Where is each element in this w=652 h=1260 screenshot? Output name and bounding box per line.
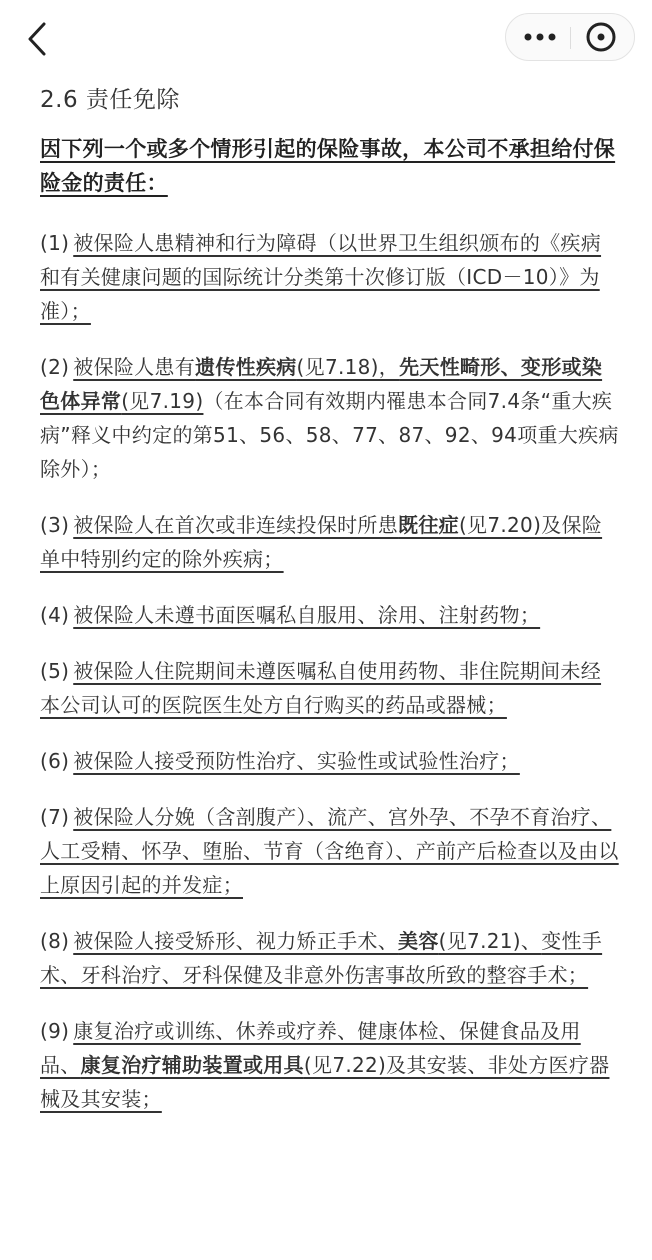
exclusion-clause <box>40 924 620 992</box>
clause-text: (见7.22)及其安装、非处方医疗器械及其安装； <box>40 1053 610 1111</box>
clause-number: (2) <box>40 355 70 379</box>
clause-number: (9) <box>40 1019 70 1043</box>
more-button[interactable] <box>506 14 570 60</box>
more-dots-icon <box>506 14 570 60</box>
clause-text: 被保险人接受矫形、视力矫正手术、 <box>73 929 399 953</box>
clause-text: 被保险人接受预防性治疗、实验性或试验性治疗； <box>73 749 520 773</box>
clause-text: 被保险人分娩（含剖腹产）、流产、宫外孕、不孕不育治疗、人工受精、怀孕、堕胎、节育（含绝育）、产前产后检查以及由以上原因引起的并发症； <box>40 805 619 897</box>
clause-text: 被保险人在首次或非连续投保时所患 <box>73 513 399 537</box>
clause-text: (见7.18)， <box>296 355 400 379</box>
clause-text: （在本合同有效期内罹患本合同7.4条“重大疾病”释义中约定的第51、56、58、77、87、92、94项重大疾病除外）； <box>40 389 619 481</box>
exclusion-clause <box>40 508 620 576</box>
exclusion-clause <box>40 800 620 902</box>
clause-text: 被保险人未遵书面医嘱私自服用、涂用、注射药物； <box>73 603 541 627</box>
clause-number: (3) <box>40 513 70 537</box>
clause-text: 康复治疗或训练、休养或疗养、健康体检、保健食品及用品、 <box>40 1019 581 1077</box>
clause-text: (见7.21)、 <box>438 929 542 953</box>
back-button[interactable] <box>22 20 56 58</box>
clause-text: 康复治疗辅助装置或用具 <box>80 1053 304 1077</box>
clause-text: (见7.20)及保险单中特别约定的除外疾病； <box>40 513 603 571</box>
clause-number: (6) <box>40 749 70 773</box>
clause-number: (4) <box>40 603 70 627</box>
clause-text: 变性手术、牙科治疗、牙科保健及非意外伤害事故所致的整容手术； <box>40 929 603 987</box>
exclusion-clause <box>40 226 620 328</box>
clause-text: 美容 <box>398 929 439 953</box>
close-circle-icon <box>571 14 635 60</box>
clause-number: (7) <box>40 805 70 829</box>
clause-text: (见7.19) <box>121 389 204 413</box>
exclusion-clause <box>40 350 620 486</box>
clause-text: 被保险人患有 <box>73 355 196 379</box>
document-content <box>40 80 620 1138</box>
clause-text: 遗传性疾病 <box>195 355 297 379</box>
exclusion-clause <box>40 654 620 722</box>
chevron-left-icon <box>22 20 56 58</box>
exclusion-clause <box>40 1014 620 1116</box>
clause-list <box>40 226 620 1116</box>
clause-text: 既往症 <box>398 513 459 537</box>
mini-program-capsule <box>505 13 635 61</box>
section-intro: 因下列一个或多个情形引起的保险事故，本公司不承担给付保险金的责任： <box>40 137 616 195</box>
clause-text: 先天性畸形、变形或染色体异常 <box>40 355 603 413</box>
top-navigation-bar <box>0 0 652 76</box>
clause-number: (8) <box>40 929 70 953</box>
close-button[interactable] <box>571 14 635 60</box>
clause-number: (5) <box>40 659 70 683</box>
clause-text: 被保险人住院期间未遵医嘱私自使用药物、非住院期间未经本公司认可的医院医生处方自行购买的药品或器械； <box>40 659 602 717</box>
exclusion-clause <box>40 598 620 632</box>
section-title: 2.6 责任免除 <box>40 87 180 113</box>
clause-text: 被保险人患精神和行为障碍（以世界卫生组织颁布的《疾病和有关健康问题的国际统计分类第十次修订版（ICD－10）》为准）； <box>40 231 602 323</box>
clause-number: (1) <box>40 231 70 255</box>
exclusion-clause <box>40 744 620 778</box>
